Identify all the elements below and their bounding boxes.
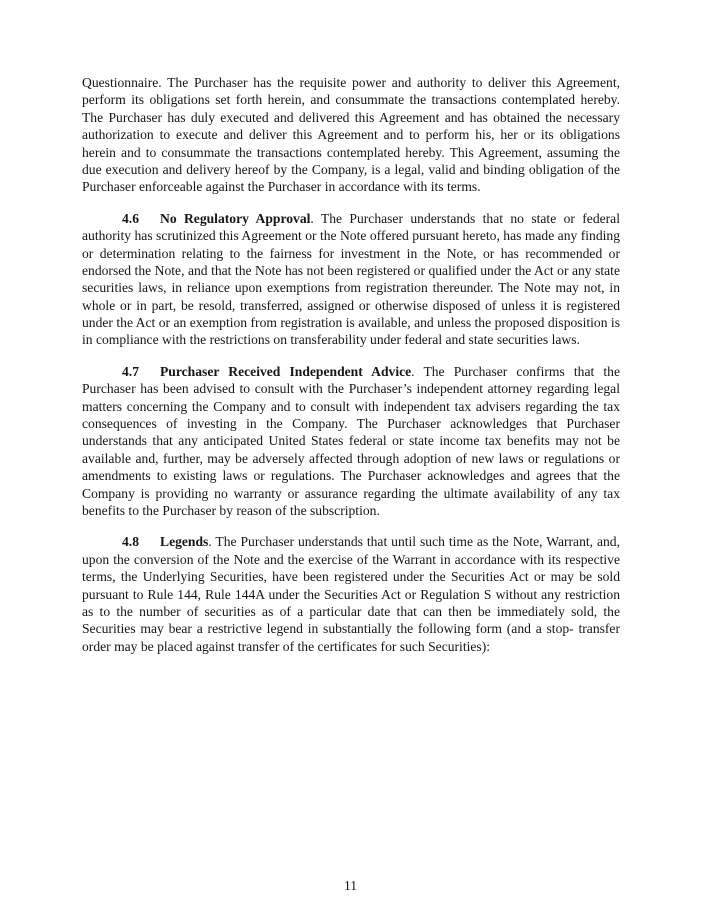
paragraph-text: . The Purchaser understands that no state or federal authority has scrutinized this Agreement or the Note offered pursuant hereto, has made any finding or determination relating to the fairness for investment in the Note, or has recommended or endorsed the Note, and that the Note has not been registered or qualified under the Act or any state securities laws, in reliance upon exemptions from registration thereunder. The Note may not, in whole or in part, be resold, transferred, assigned or otherwise disposed of unless it is registered under the Act or an exemption from registration is available, and unless the proposed disposition is in compliance with the restrictions on transferability under federal and state securities laws. <box>82 210 620 348</box>
section-heading: Purchaser Received Independent Advice <box>160 363 412 379</box>
paragraph-text: . The Purchaser confirms that the Purchaser has been advised to consult with the Purchaser’s independent attorney regarding legal matters concerning the Company and to consult with independent tax advisers regarding the tax consequences of investing in the Company. The Purchaser acknowledges that Purchaser understands that any anticipated United States federal or state income tax benefits may not be available and, further, may be adversely affected through adoption of new laws or regulations or amendments to existing laws or regulations. The Purchaser acknowledges and agrees that the Company is providing no warranty or assurance regarding the ultimate availability of any tax benefits to the Purchaser by reason of the subscription. <box>82 363 620 518</box>
paragraph-section-4-6 <box>82 210 620 349</box>
section-heading: No Regulatory Approval <box>160 210 311 226</box>
section-number: 4.6 <box>122 210 139 226</box>
paragraph-section-4-8 <box>82 533 620 655</box>
section-number: 4.8 <box>122 534 139 550</box>
paragraph-text: . The Purchaser understands that until such time as the Note, Warrant, and, upon the conversion of the Note and the exercise of the Warrant in accordance with its respective terms, the Underlying Securities, have been registered under the Securities Act or may be sold pursuant to Rule 144, Rule 144A under the Securities Act or Regulation S without any restriction as to the number of securities as of a particular date that can then be immediately sold, the Securities may bear a restrictive legend in substantially the following form (and a stop- transfer order may be placed against transfer of the certificates for such Securities): <box>82 534 620 654</box>
paragraph-text: Questionnaire. The Purchaser has the requisite power and authority to deliver this Agreement, perform its obligations set forth herein, and consummate the transactions contemplated hereby. The Purchaser has duly executed and delivered this Agreement and has obtained the necessary authorization to execute and deliver this Agreement and to perform his, her or its obligations herein and to consummate the transactions contemplated hereby. This Agreement, assuming the due execution and delivery hereof by the Company, is a legal, valid and binding obligation of the Purchaser enforceable against the Purchaser in accordance with its terms. <box>82 75 620 195</box>
paragraph-continuation <box>82 74 620 196</box>
paragraph-section-4-7 <box>82 363 620 520</box>
section-heading: Legends <box>160 534 209 550</box>
section-number: 4.7 <box>122 363 139 379</box>
page-number: 11 <box>343 877 358 893</box>
